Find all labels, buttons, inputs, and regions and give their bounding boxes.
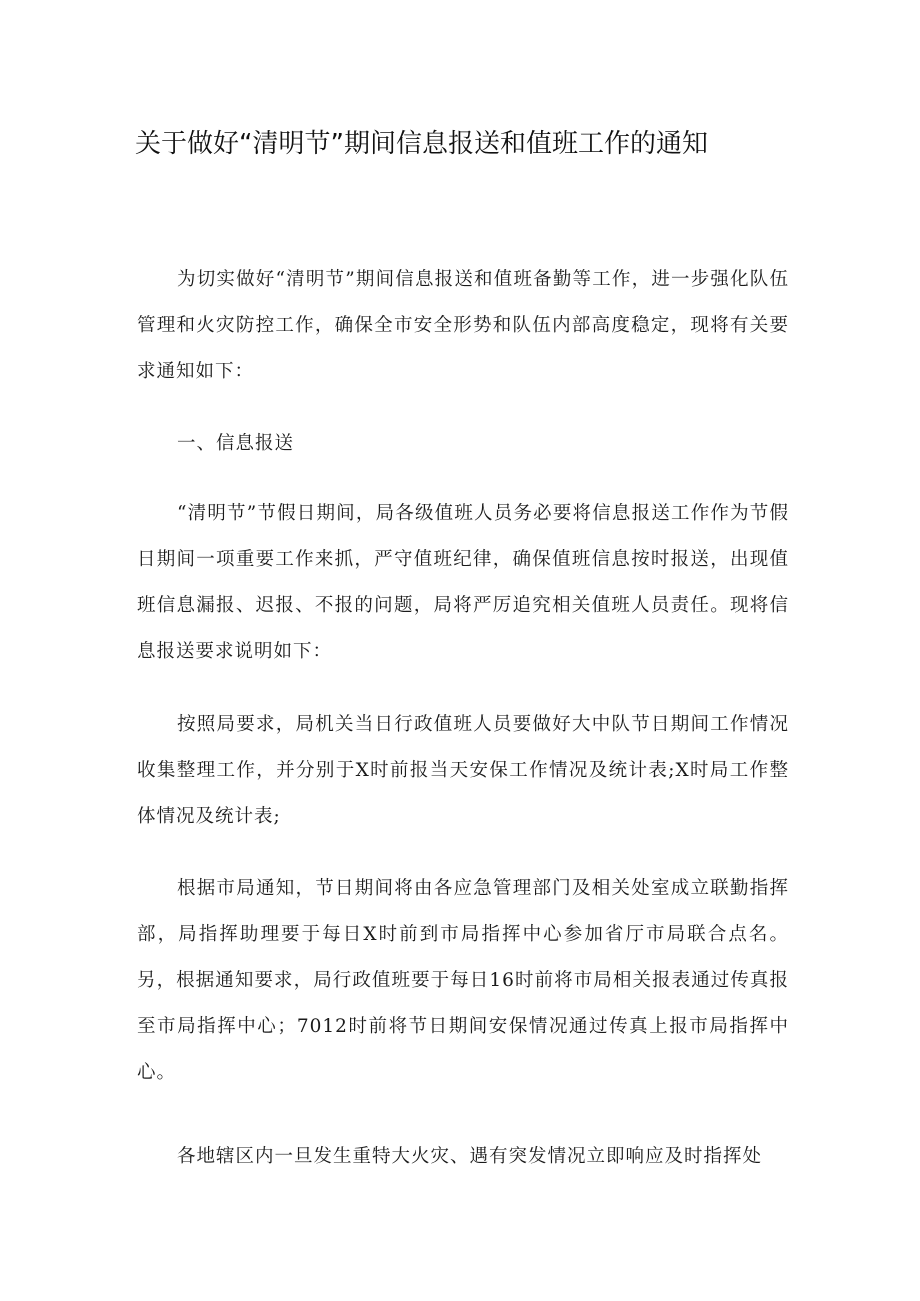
paragraph-city-notice: 根据市局通知，节日期间将由各应急管理部门及相关处室成立联勤指挥部，局指挥助理要于每日X时前到市局指挥中心参加省厅市局联合点名。另，根据通知要求，局行政值班要于每日16时前将市局相关报表通过传真报至市局指挥中心；7012时前将节日期间安保情况通过传真上报市局指挥中心。 — [137, 878, 789, 1083]
paragraph-emergency-response: 各地辖区内一旦发生重特大火灾、遇有突发情况立即响应及时指挥处 — [177, 1146, 763, 1167]
intro-paragraph: 为切实做好“清明节”期间信息报送和值班备勤等工作，进一步强化队伍管理和火灾防控工作，确保全市安全形势和队伍内部高度稳定，现将有关要求通知如下： — [137, 269, 789, 382]
section-heading-info-reporting: 一、信息报送 — [177, 433, 295, 454]
paragraph-holiday-reporting: “清明节”节假日期间，局各级值班人员务必要将信息报送工作作为节假日期间一项重要工作来抓，严守值班纪律，确保值班信息按时报送，出现值班信息漏报、迟报、不报的问题，局将严厉追究相关值班人员责任。现将信息报送要求说明如下： — [137, 503, 789, 662]
document-title: 关于做好“清明节”期间信息报送和值班工作的通知 — [135, 129, 708, 159]
paragraph-bureau-requirements: 按照局要求，局机关当日行政值班人员要做好大中队节日期间工作情况收集整理工作，并分别于X时前报当天安保工作情况及统计表;X时局工作整体情况及统计表; — [137, 714, 789, 827]
